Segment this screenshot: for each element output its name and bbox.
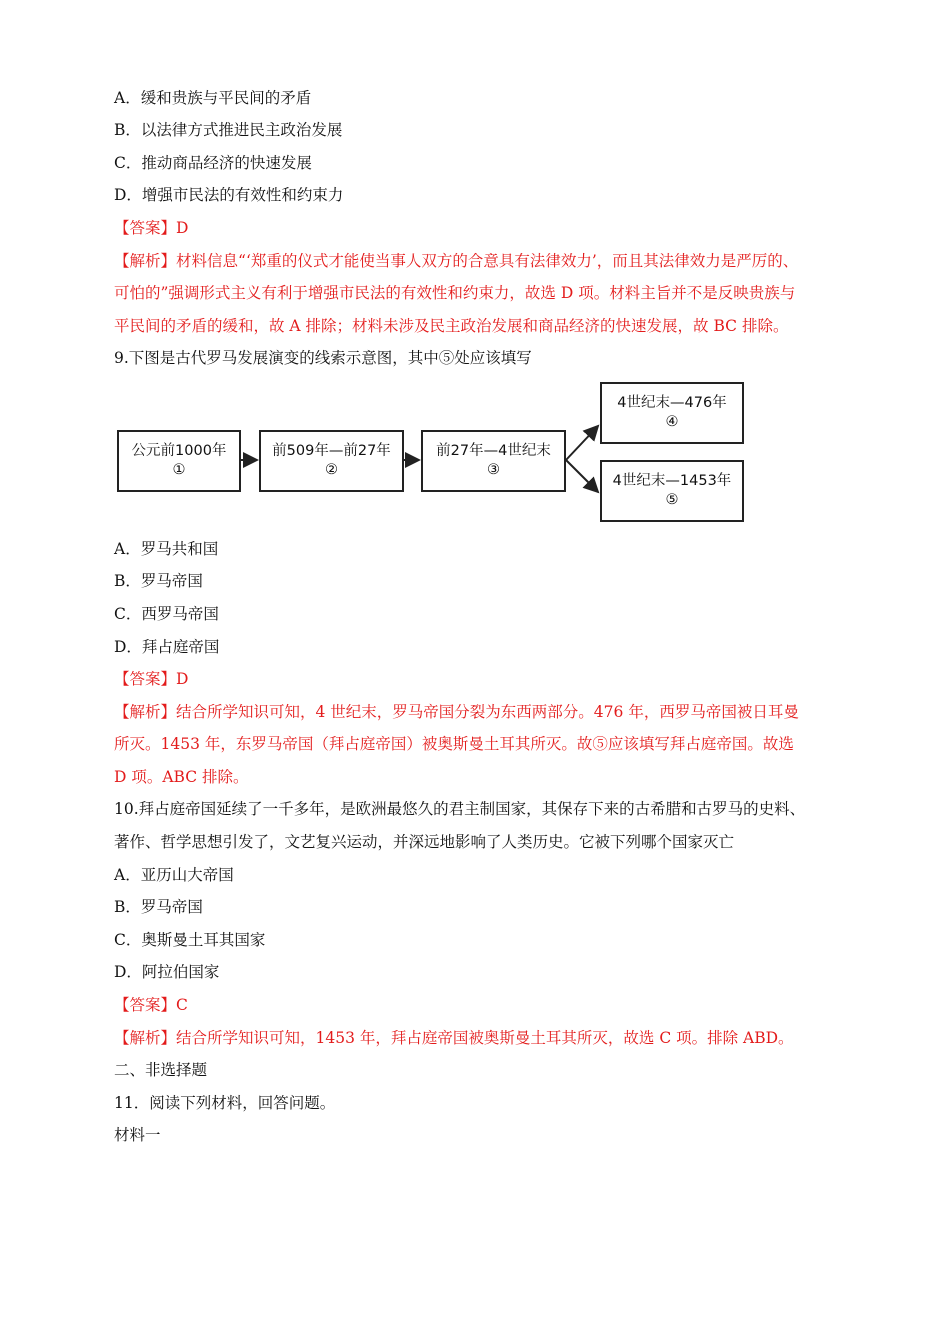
answer-value: D bbox=[176, 670, 189, 688]
q10-stem-line-1: 10.拜占庭帝国延续了一千多年，是欧洲最悠久的君主制国家，其保存下来的古希腊和古罗马的史料、 bbox=[114, 800, 806, 818]
box-period: 前509年—前27年 bbox=[272, 443, 391, 459]
q10-option-a: A．亚历山大帝国 bbox=[114, 866, 234, 884]
answer-label: 【答案】 bbox=[114, 670, 177, 688]
box-period: 公元前1000年 bbox=[131, 443, 227, 459]
q10-option-d: D．阿拉伯国家 bbox=[114, 963, 220, 981]
timeline-box-5 bbox=[600, 460, 744, 522]
q8-analysis-line-3: 平民间的矛盾的缓和，故 A 排除；材料未涉及民主政治发展和商品经济的快速发展，故 BC 排除。 bbox=[114, 317, 789, 335]
answer-value: D bbox=[176, 219, 189, 237]
timeline-box-4 bbox=[600, 382, 744, 444]
q10-option-b: B．罗马帝国 bbox=[114, 898, 203, 916]
q8-answer bbox=[114, 218, 188, 238]
box-period: 前27年—4世纪末 bbox=[436, 443, 551, 459]
box-marker: ⑤ bbox=[665, 492, 679, 508]
answer-label: 【答案】 bbox=[114, 219, 177, 237]
roman-timeline-diagram bbox=[114, 380, 754, 526]
answer-label: 【答案】 bbox=[114, 996, 177, 1014]
q10-option-c: C．奥斯曼土耳其国家 bbox=[114, 931, 266, 949]
q9-option-d: D．拜占庭帝国 bbox=[114, 638, 220, 656]
timeline-box-1 bbox=[117, 430, 241, 492]
q9-analysis-line-3: D 项。ABC 排除。 bbox=[114, 768, 249, 786]
q11-stem: 11．阅读下列材料，回答问题。 bbox=[114, 1094, 336, 1112]
timeline-box-2 bbox=[259, 430, 404, 492]
q8-option-c: C．推动商品经济的快速发展 bbox=[114, 154, 312, 172]
box-period: 4世纪末—1453年 bbox=[612, 473, 732, 489]
q10-answer bbox=[114, 995, 188, 1015]
arrow-3-5 bbox=[566, 460, 598, 492]
q8-analysis-line-2: 可怕的”强调形式主义有利于增强市民法的有效性和约束力，故选 D 项。材料主旨并不是反映贵族与 bbox=[114, 284, 796, 302]
q8-analysis-line-1: 【解析】材料信息“‘郑重的仪式才能使当事人双方的合意具有法律效力’，而且其法律效力是严厉的、 bbox=[114, 252, 799, 270]
timeline-box-3 bbox=[421, 430, 566, 492]
q9-analysis-line-2: 所灭。1453 年，东罗马帝国（拜占庭帝国）被奥斯曼土耳其所灭。故⑤应该填写拜占庭帝国。故选 bbox=[114, 735, 794, 753]
q8-option-b: B．以法律方式推进民主政治发展 bbox=[114, 121, 343, 139]
q10-analysis: 【解析】结合所学知识可知，1453 年，拜占庭帝国被奥斯曼土耳其所灭，故选 C 项。排除 ABD。 bbox=[114, 1029, 794, 1047]
analysis-label: 【解析】 bbox=[114, 703, 177, 721]
q9-option-c: C．西罗马帝国 bbox=[114, 605, 219, 623]
analysis-label: 【解析】 bbox=[114, 1029, 177, 1047]
material-label: 材料一 bbox=[114, 1126, 161, 1144]
q9-stem: 9.下图是古代罗马发展演变的线索示意图，其中⑤处应该填写 bbox=[114, 349, 532, 367]
box-period: 4世纪末—476年 bbox=[617, 395, 727, 411]
q9-answer bbox=[114, 669, 188, 689]
box-marker: ② bbox=[325, 462, 338, 478]
arrow-3-4 bbox=[566, 426, 598, 460]
box-marker: ③ bbox=[487, 462, 500, 478]
q8-option-a: A．缓和贵族与平民间的矛盾 bbox=[114, 89, 312, 107]
q8-option-d: D．增强市民法的有效性和约束力 bbox=[114, 186, 344, 204]
section-heading: 二、非选择题 bbox=[114, 1061, 208, 1079]
q10-stem-line-2: 著作、哲学思想引发了，文艺复兴运动，并深远地影响了人类历史。它被下列哪个国家灭亡 bbox=[114, 833, 735, 851]
analysis-label: 【解析】 bbox=[114, 252, 177, 270]
box-marker: ④ bbox=[665, 414, 679, 430]
box-marker: ① bbox=[172, 462, 186, 478]
answer-value: C bbox=[176, 996, 188, 1014]
q9-option-a: A．罗马共和国 bbox=[114, 540, 219, 558]
q9-analysis-line-1: 【解析】结合所学知识可知，4 世纪末，罗马帝国分裂为东西两部分。476 年，西罗马帝国被日耳曼 bbox=[114, 703, 799, 721]
q9-option-b: B．罗马帝国 bbox=[114, 572, 203, 590]
